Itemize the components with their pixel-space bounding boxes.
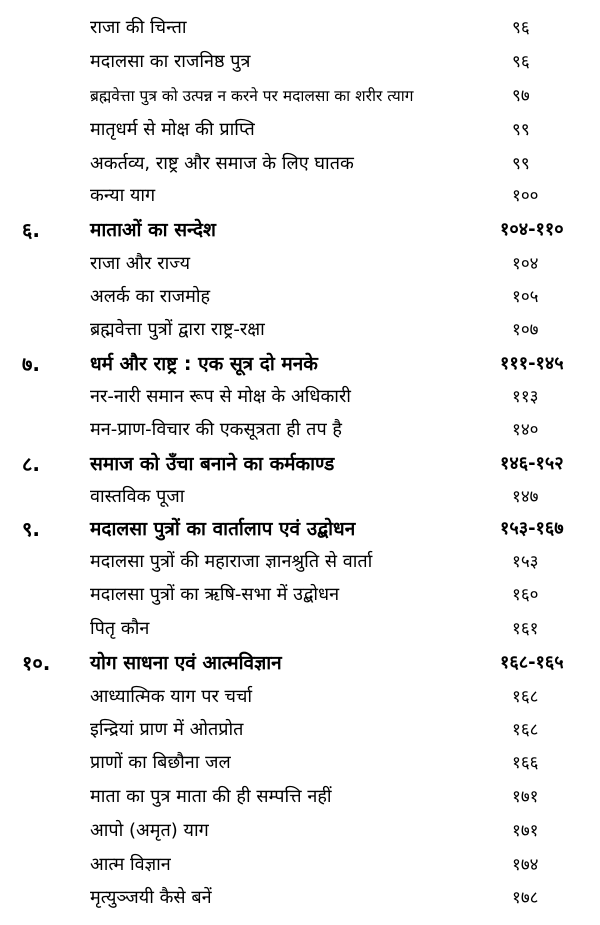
chapter-page-range: १५३-१६७ xyxy=(500,518,564,539)
toc-entry xyxy=(0,46,600,78)
entry-page: १६० xyxy=(512,585,539,605)
toc-entry xyxy=(0,148,600,180)
toc-entry xyxy=(0,781,600,813)
chapter-heading xyxy=(0,448,600,480)
toc-entry xyxy=(0,747,600,779)
entry-page: ११३ xyxy=(512,387,539,407)
entry-page: १६८ xyxy=(512,687,539,707)
chapter-heading xyxy=(0,214,600,246)
toc-entry xyxy=(0,248,600,280)
chapter-title: धर्म और राष्ट्र : एक सूत्र दो मनके xyxy=(90,353,318,375)
chapter-title: मदालसा पुत्रों का वार्तालाप एवं उद्बोधन xyxy=(90,518,356,540)
entry-title: कन्या याग xyxy=(90,185,156,206)
entry-page: ९७ xyxy=(512,86,530,106)
entry-page: १०५ xyxy=(512,287,539,307)
entry-title: माता का पुत्र माता की ही सम्पत्ति नहीं xyxy=(90,786,332,807)
toc-entry xyxy=(0,114,600,146)
toc-entry xyxy=(0,314,600,346)
chapter-number: ७. xyxy=(22,352,40,376)
entry-title: राजा की चिन्ता xyxy=(90,17,187,38)
entry-page: ९९ xyxy=(512,120,530,140)
entry-title: ब्रह्मवेत्ता पुत्र को उत्पन्न न करने पर मदालसा का शरीर त्याग xyxy=(90,87,414,105)
chapter-heading xyxy=(0,348,600,380)
chapter-number: ६. xyxy=(22,218,40,242)
entry-title: मदालसा पुत्रों की महाराजा ज्ञानश्रुति से वार्ता xyxy=(90,551,373,572)
toc-entry xyxy=(0,681,600,713)
entry-title: प्राणों का बिछौना जल xyxy=(90,752,231,773)
entry-title: आध्यात्मिक याग पर चर्चा xyxy=(90,686,253,707)
entry-page: ९६ xyxy=(512,52,530,72)
entry-page: १७४ xyxy=(512,855,539,875)
toc-entry xyxy=(0,849,600,881)
toc-entry xyxy=(0,414,600,446)
entry-page: १५३ xyxy=(512,552,539,572)
chapter-page-range: १४६-१५२ xyxy=(500,453,564,474)
entry-title: राजा और राज्य xyxy=(90,253,191,274)
entry-page: ९९ xyxy=(512,154,530,174)
chapter-heading xyxy=(0,513,600,545)
entry-page: १७१ xyxy=(512,787,539,807)
toc-entry xyxy=(0,579,600,611)
entry-title: मातृधर्म से मोक्ष की प्राप्ति xyxy=(90,119,255,140)
chapter-title: समाज को उँचा बनाने का कर्मकाण्ड xyxy=(90,453,335,475)
entry-page: १४७ xyxy=(512,487,539,507)
entry-title: मदालसा पुत्रों का ऋषि-सभा में उद्बोधन xyxy=(90,584,340,605)
chapter-title: माताओं का सन्देश xyxy=(90,219,216,241)
chapter-page-range: १११-१४५ xyxy=(500,353,564,374)
entry-title: ब्रह्मवेत्ता पुत्रों द्वारा राष्ट्र-रक्षा xyxy=(90,319,265,340)
toc-entry xyxy=(0,546,600,578)
entry-title: आत्म विज्ञान xyxy=(90,854,171,875)
chapter-number: ९. xyxy=(22,517,40,541)
toc-entry xyxy=(0,12,600,44)
toc-entry xyxy=(0,80,600,112)
entry-page: १४० xyxy=(512,420,539,440)
entry-title: पितृ कौन xyxy=(90,618,150,639)
entry-title: अकर्तव्य, राष्ट्र और समाज के लिए घातक xyxy=(90,153,354,174)
toc-entry xyxy=(0,613,600,645)
entry-page: १६१ xyxy=(512,619,539,639)
entry-title: आपो (अमृत) याग xyxy=(90,820,209,841)
toc-entry xyxy=(0,180,600,212)
entry-title: मृत्युञ्जयी कैसे बनें xyxy=(90,887,212,908)
entry-page: १७१ xyxy=(512,821,539,841)
entry-page: १०० xyxy=(512,186,539,206)
entry-page: १७८ xyxy=(512,888,539,908)
chapter-heading xyxy=(0,647,600,679)
entry-title: अलर्क का राजमोह xyxy=(90,286,211,307)
entry-page: १६८ xyxy=(512,720,539,740)
chapter-number: १०. xyxy=(22,651,51,675)
entry-page: १०४ xyxy=(512,254,539,274)
entry-title: मदालसा का राजनिष्ठ पुत्र xyxy=(90,51,251,72)
toc-entry xyxy=(0,481,600,513)
entry-title: मन-प्राण-विचार की एकसूत्रता ही तप है xyxy=(90,419,342,440)
entry-title: इन्द्रियां प्राण में ओतप्रोत xyxy=(90,719,244,740)
entry-title: वास्तविक पूजा xyxy=(90,486,185,507)
entry-page: ९६ xyxy=(512,18,530,38)
toc-entry xyxy=(0,714,600,746)
entry-page: १०७ xyxy=(512,320,539,340)
entry-page: १६६ xyxy=(512,753,539,773)
chapter-title: योग साधना एवं आत्मविज्ञान xyxy=(90,652,282,674)
chapter-number: ८. xyxy=(22,452,40,476)
chapter-page-range: १०४-११० xyxy=(500,219,564,240)
toc-entry xyxy=(0,381,600,413)
toc-entry xyxy=(0,815,600,847)
entry-title: नर-नारी समान रूप से मोक्ष के अधिकारी xyxy=(90,386,351,407)
chapter-page-range: १६८-१६५ xyxy=(500,652,564,673)
toc-entry xyxy=(0,281,600,313)
toc-entry xyxy=(0,882,600,914)
